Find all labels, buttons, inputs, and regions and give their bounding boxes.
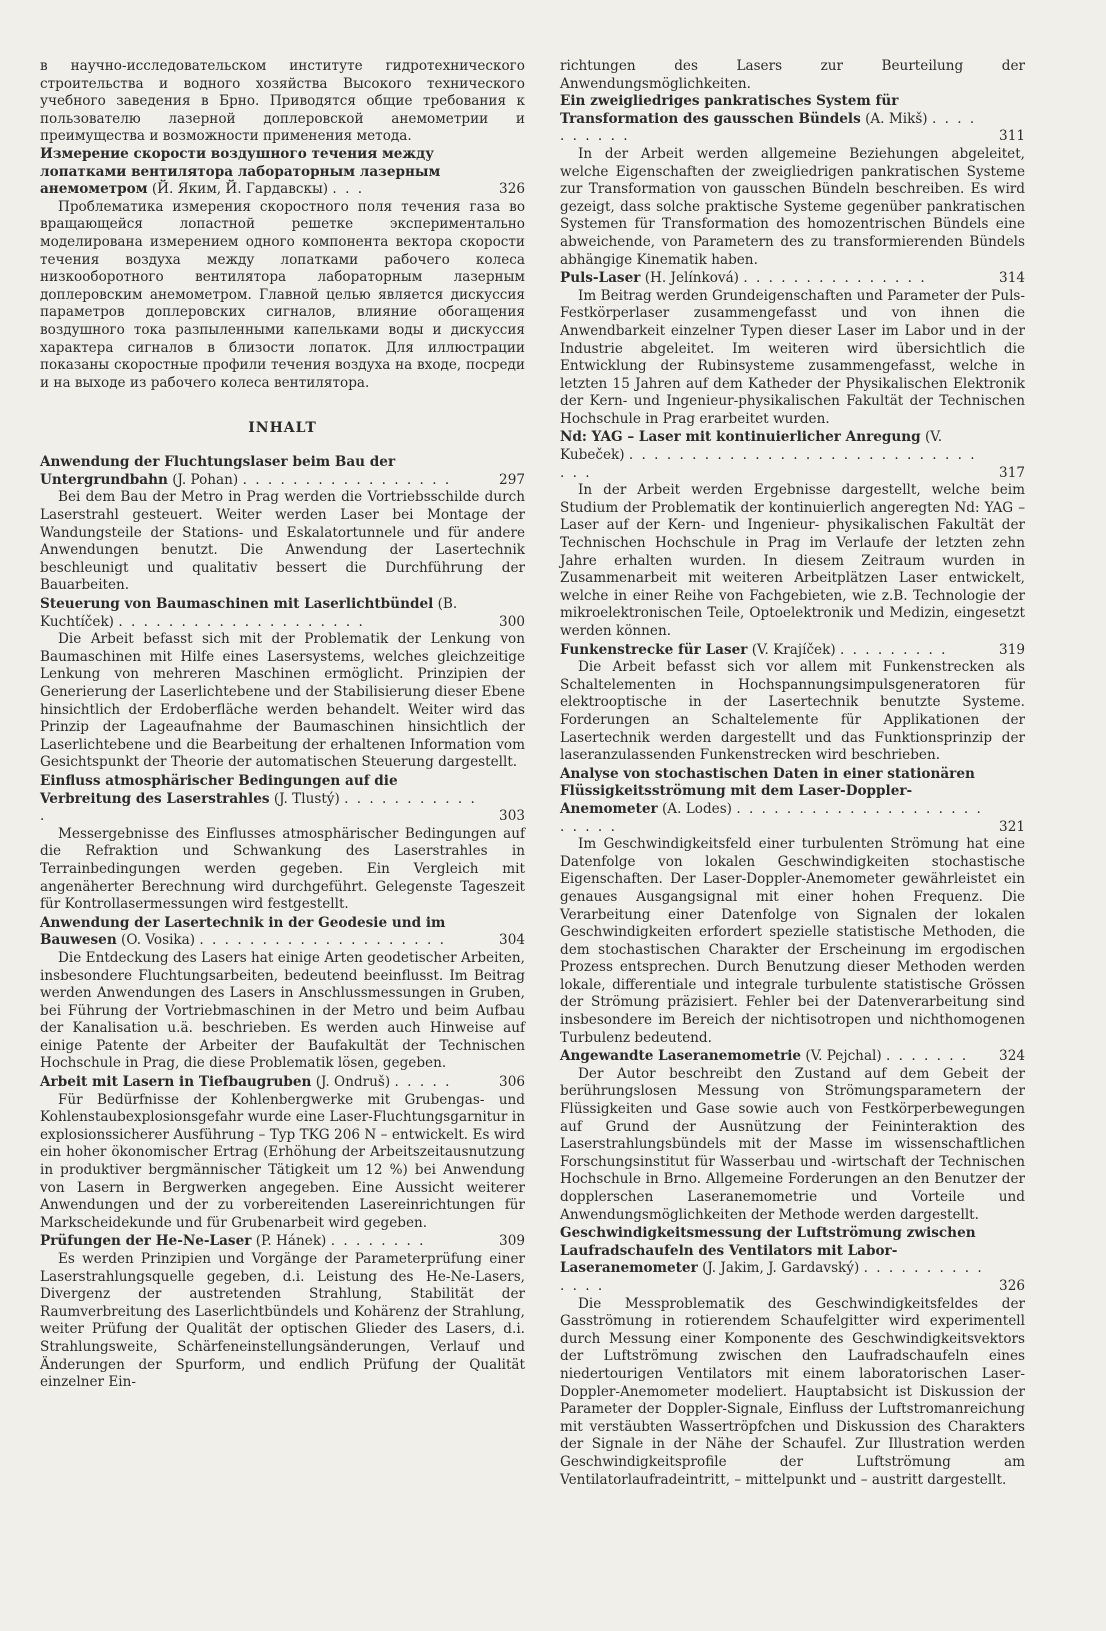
entry-authors: (V. Krajíček) <box>751 641 836 658</box>
page-number: 300 <box>499 613 525 630</box>
entry-abstract: Die Arbeit befasst sich vor allem mit Funkenstrecken als Schaltelementen in Hochspannungsimpulsgeneratoren für elektrooptische in der Lasertechnik benutzte Systeme. Forderungen an Schaltelemente für Applikationen der Lasertechnik werden dargestellt und das Funktionsprinzip der laseranzulassenden Funkenstrecken wird beschrieben. <box>560 659 1025 764</box>
entry-title-row <box>40 915 525 950</box>
leader-dots: . . . . . . . <box>886 1048 969 1065</box>
toc-entry-ru <box>40 146 525 392</box>
entry-abstract: Es werden Prinzipien und Vorgänge der Parameterprüfung einer Laserstrahlungsquelle gegeben, d.i. Leistung des He-Ne-Lasers, Divergenz der austretenden Strahlung, Stabilität der Raumverbreitung des Laserlichtbündels und Kohärenz der Strahlung, weiter Prüfung der Qualität der optischen Glieder des Lasers, d.i. Strahlungsweite, Schärfeneinstellungsänderungen, Verlauf und Änderungen der Spurform, und endlich Prüfung der Qualität einzelner Ein- <box>40 1251 525 1391</box>
abstract-continuation: в научно-исследовательском институте гидротехнического строительства и водного хозяйства Высокого технического учебного заведения в Брно. Приводятся общие требования к пользователю лазерной доплеровской анемометрии и преимущества и возможности применения метода. <box>40 58 525 145</box>
entry-abstract: Für Bedürfnisse der Kohlenbergwerke mit Grubengas- und Kohlenstaubexplosionsgefahr wurde eine Laser-Fluchtungsgarnitur in explosionssicherer Ausführung – Typ TKG 206 N – entwickelt. Es wird ein hoher ökonomischer Ertrag (Erhöhung der Arbeitszeitausnutzung in produktiver bergmännischer Tätigkeit um 12 %) bei Anwendung von Lasern in Bergwerken angegeben. Eine Aussicht weiterer Anwendungen und der zu vorbereitenden Lasereinrichtungen für Markscheidekunde und für Grubenarbeit wird gegeben. <box>40 1091 525 1231</box>
toc-entry <box>560 1225 1025 1489</box>
entry-title-row <box>40 596 525 631</box>
entry-title: Geschwindigkeitsmessung der Luftströmung zwischen Laufradschaufeln des Ventilators mit Labor-Laseranemometer <box>560 1225 976 1277</box>
entry-title-row <box>560 1048 1025 1066</box>
entry-title-row <box>560 270 1025 288</box>
leader-dots: . . . . . . . . . . <box>560 110 977 145</box>
entry-title-row <box>560 766 1025 836</box>
toc-entry <box>560 270 1025 428</box>
leader-dots: . . . . . . . . . . . . . . . . . <box>242 471 452 488</box>
entry-abstract: Im Geschwindigkeitsfeld einer turbulenten Strömung hat eine Datenfolge von lokalen Geschwindigkeiten stochastische Eigenschaften. Der Laser-Doppler-Anemometer gewährleistet ein genaues Ausgangsignal mit einer hohen Frequenz. Die Verarbeitung einer Datenfolge von Signalen der lokalen Geschwindigkeiten erfordert spezielle statistische Methoden, die dem stochastischen Charakter der Erscheinung im ergodischen Prozess entsprechen. Durch Benutzung dieser Methoden werden lokale, differentiale und integrale turbulente statistische Grössen der Strömung präzisiert. Fehler bei der Datenverarbeitung sind insbesondere im Bereich der nichtisotropen und nichthomogenen Turbulenz bedeutend. <box>560 836 1025 1046</box>
entry-title: Einfluss atmosphärischer Bedingungen auf die Verbreitung des Laserstrahles <box>40 772 398 807</box>
leader-dots: . . . . . . . . . <box>839 641 948 658</box>
entry-authors: (P. Hánek) <box>255 1233 327 1250</box>
entry-authors: (A. Mikš) <box>865 110 928 127</box>
toc-entry <box>560 93 1025 269</box>
leader-dots: . . . . . . . . . . . . . . . . . . . . . . . . . <box>560 800 983 835</box>
entry-abstract: Bei dem Bau der Metro in Prag werden die Vortriebsschilde durch Laserstrahl gesteuert. Weiter werden Laser bei Montage der Wandungsteile der Stations- und Eskalatortunnele und für andere Anwendungen benutzt. Die Anwendung der Lasertechnik beschleunigt und qualitativ bessert die Durchführung der Bauarbeiten. <box>40 489 525 594</box>
entry-abstract: Im Beitrag werden Grundeigenschaften und Parameter der Puls-Festkörperlaser zusammengefasst und von ihnen die Anwendbarkeit einzelner Typen dieser Laser im Labor und in der Industrie abgeleitet. Im weiteren wird übersichtlich die Entwicklung der Rubinsysteme zusammengefasst, welche in letzten 15 Jahren auf dem Katheder der Physikalischen Elektronik der Kern- und Ingenieur-physikalischen Fakultät der Technischen Hochschule in Prag erarbeitet wurden. <box>560 287 1026 427</box>
entry-title: Anwendung der Lasertechnik in der Geodesie und im Bauwesen <box>40 914 446 949</box>
entry-title: Funkenstrecke für Laser <box>560 641 748 658</box>
entry-title-row <box>560 1225 1025 1295</box>
page-number: 311 <box>999 128 1025 145</box>
entry-title: Steuerung von Baumaschinen mit Laserlichtbündel <box>40 596 434 613</box>
entry-title-row <box>560 642 1025 660</box>
entry-title: Измерение скорости воздушного течения между лопатками вентилятора лабораторным лазерным анемометром <box>40 145 441 198</box>
leader-dots: . . . . . . . . . . . . . . <box>560 1260 984 1294</box>
entry-title: Nd: YAG – Laser mit kontinuierlicher Anregung <box>560 429 921 446</box>
toc-entry <box>560 766 1025 1048</box>
entry-title: Prüfungen der He-Ne-Laser <box>40 1233 252 1250</box>
entry-title: Ein zweigliedriges pankratisches System für Transformation des gausschen Bündels <box>560 93 899 127</box>
toc-entry <box>40 1233 525 1391</box>
entry-authors: (J. Pohan) <box>172 471 239 488</box>
entry-authors: (H. Jelínková) <box>644 270 739 287</box>
entry-abstract: Проблематика измерения скоростного поля течения газа во вращающейся лопастной решетке экспериментально моделирована измерением одного компонента вектора скорости течения воздуха между лопатками рабочего колеса низкооборотного вентилятора лабораторным лазерным доплеровским анемометром. Главной целью является дискуссия параметров доплеровских сигналов, влияние обогащения воздушного тока разпыленными капельками воды и дискуссия характера сигналов в близости лопаток. Для иллюстрации показаны скоростные профили течения воздуха на входе, посреди и на выходе из рабочего колеса вентилятора. <box>40 198 525 391</box>
entry-authors: (Й. Яким, Й. Гардавскы) <box>151 181 329 198</box>
entry-abstract: Die Entdeckung des Lasers hat einige Arten geodetischer Arbeiten, insbesondere Fluchtungsarbeiten, bedeutend beeinflusst. Im Beitrag werden Anwendungen des Lasers in Anschlussmessungen in Gruben, bei Führung der Vortriebmaschinen in der Metro und beim Aufbau der Kanalisation u.ä. beschrieben. Es werden auch Hinweise auf einige Patente der Arbeiter der Baufakultät der Technischen Hochschule in Prag, die diese Problematik lösen, gegeben. <box>40 949 525 1072</box>
entry-title-row <box>40 454 525 489</box>
leader-dots: . . . . . . . . . . . . . . . . . . . . <box>118 613 365 630</box>
entry-authors: (V. Pejchal) <box>805 1048 882 1065</box>
toc-entry <box>40 773 525 914</box>
entry-authors: (J. Jakim, J. Gardavský) <box>702 1260 860 1277</box>
entry-authors: (O. Vosika) <box>121 932 196 949</box>
entry-abstract: In der Arbeit werden Ergebnisse dargestellt, welche beim Studium der Problematik der kontinuierlich angeregten Nd: YAG – Laser auf der Kern- und Ingenieur- physikalischen Fakultät der Technischen Hochschule in Prag im Verlaufe der letzten zehn Jahre erhalten wurden. In diesem Zeitraum wurden in Zusammenarbeit mit weiteren Arbeitplätzen Laser entwickelt, welche in einer Reihe von Fachgebieten, wie z.B. Technologie der mikroelektronischen Teile, Optoelektronik und Medizin, eingesetzt werden können. <box>560 482 1025 639</box>
left-column <box>40 58 525 1393</box>
page-number: 309 <box>499 1233 525 1250</box>
entry-abstract: Messergebnisse des Einflusses atmosphärischer Bedingungen auf die Refraktion und Schwankung des Laserstrahles in Terrainbedingungen werden gegeben. Ein Vergleich mit angenäherter Berechnung wird durchgeführt. Gelegenste Tageszeit für Kontrollasermessungen wird festgestellt. <box>40 825 525 913</box>
page-number: 297 <box>499 471 525 488</box>
leader-dots: . . . . . . . . . . . . <box>40 790 477 825</box>
page-number: 324 <box>999 1048 1025 1065</box>
leader-dots: . . . <box>332 181 365 198</box>
right-column <box>560 58 1025 1490</box>
leader-dots: . . . . . . . . . . . . . . . <box>743 270 927 287</box>
entry-title: Puls-Laser <box>560 270 641 287</box>
page-number: 321 <box>999 818 1025 835</box>
entry-title-row <box>560 429 1025 482</box>
entry-abstract: Die Messproblematik des Geschwindigkeitsfeldes der Gasströmung in rotierendem Schaufelgitter wird experimentell durch Messung einer Komponente des Geschwindigkeitsvektors der Luftströmung zwischen den Laufradschaufeln eines niedertourigen Ventilators mit einem laboratorischen Laser-Doppler-Anemometer modeliert. Hauptabsicht ist Diskussion der Parameter der Doppler-Signale, Einfluss der Luftstromanreichung mit verstäubten Wassertröpfchen und Diskussion des Charakters der Signale in der Nähe der Schaufel. Zur Illustration werden Geschwindigkeitsprofile der Luftströmung am Ventilatorlaufradeintritt, – mittelpunkt und – austritt dargestellt. <box>560 1295 1025 1488</box>
entry-title-row <box>40 773 525 826</box>
entry-title-row <box>40 1233 525 1251</box>
page-number: 326 <box>999 1277 1025 1294</box>
page-number: 319 <box>999 641 1025 658</box>
leader-dots: . . . . . . . . <box>330 1233 426 1250</box>
toc-entry <box>40 596 525 772</box>
page-number: 306 <box>499 1074 525 1091</box>
toc-entry <box>40 1074 525 1232</box>
toc-entry <box>560 642 1025 765</box>
entry-title: Analyse von stochastischen Daten in einer stationären Flüssigkeitsströmung mit dem Laser-Doppler-Anemometer <box>560 765 975 817</box>
abstract-continuation: richtungen des Lasers zur Beurteilung der Anwendungsmöglichkeiten. <box>560 58 1025 92</box>
entry-abstract: Der Autor beschreibt den Zustand auf dem Gebeit der berührungslosen Messung von Strömungsparametern der Flüssigkeiten und Gase sowie auch von Festkörperbewegungen auf Grund der Ausnützung der Feininteraktion des Laserstrahlungsbündels mit der Masse im wissenschaftlichen Forschungsinstitut für Wasserbau und -wirtschaft der Technischen Hochschule in Brno. Allgemeine Forderungen an den Benutzer der dopplerschen Laseranemometrie und Vorteile und Anwendungsmöglichkeiten der Methode werden dargestellt. <box>560 1065 1025 1223</box>
entry-authors: (J. Ondruš) <box>315 1074 391 1091</box>
left-entries-list <box>40 454 525 1391</box>
entry-title: Anwendung der Fluchtungslaser beim Bau der Untergrundbahn <box>40 454 396 488</box>
page-number: 303 <box>499 808 525 825</box>
entry-title-row <box>40 146 525 199</box>
page-number: 304 <box>499 932 525 949</box>
page-number: 326 <box>499 181 525 198</box>
toc-entry <box>560 1048 1025 1224</box>
leader-dots: . . . . . <box>394 1074 452 1091</box>
toc-entry <box>560 429 1025 640</box>
entry-abstract: Die Arbeit befasst sich mit der Problematik der Lenkung von Baumaschinen mit Hilfe eines Lasersystems, welches gleichzeitige Lenkung von mehreren Maschinen ermöglicht. Prinzipien der Generierung der Laserlichtebene und der Stabilisierung dieser Ebene hinsichtlich der Erdoberfläche werden behandelt. Weiter wird das Prinzip der Lageaufnahme der Baumaschinen hinsichtlich der Laserlichtebene und die Bearbeitung der erhaltenen Information vom Gesichtspunkt der Theorie der automatischen Steuerung dargestellt. <box>40 631 525 771</box>
entry-title: Angewandte Laseranemometrie <box>560 1048 802 1065</box>
entry-abstract: In der Arbeit werden allgemeine Beziehungen abgeleitet, welche Eigenschaften der zweigliedrigen pankratischen Systeme zur Transformation von gausschen Bündeln beschreiben. Es wird gezeigt, dass solche praktische Systeme gegenüber pankratischen Systemen für Transformation des homozentrischen Bündels eine abweichende, von Parametern des zu transformierenden Bündels abhängige Kinematik haben. <box>560 145 1025 268</box>
entry-authors: (V. Kubeček) <box>560 429 943 464</box>
entry-authors: (J. Tlustý) <box>273 790 340 807</box>
leader-dots: . . . . . . . . . . . . . . . . . . . . <box>199 932 446 949</box>
toc-entry <box>40 454 525 595</box>
entry-authors: (A. Lodes) <box>661 800 732 817</box>
entry-authors: (B. Kuchtíček) <box>40 596 458 630</box>
leader-dots: . . . . . . . . . . . . . . . . . . . . . . . . . . . . . . . <box>560 447 977 481</box>
entry-title-row <box>40 1074 525 1092</box>
right-entries-list <box>560 93 1025 1489</box>
page-number: 314 <box>999 270 1025 287</box>
section-heading: INHALT <box>248 420 317 437</box>
page-number: 317 <box>999 464 1025 481</box>
toc-entry <box>40 915 525 1073</box>
entry-title: Arbeit mit Lasern in Tiefbaugruben <box>40 1074 312 1091</box>
entry-title-row <box>560 93 1025 146</box>
